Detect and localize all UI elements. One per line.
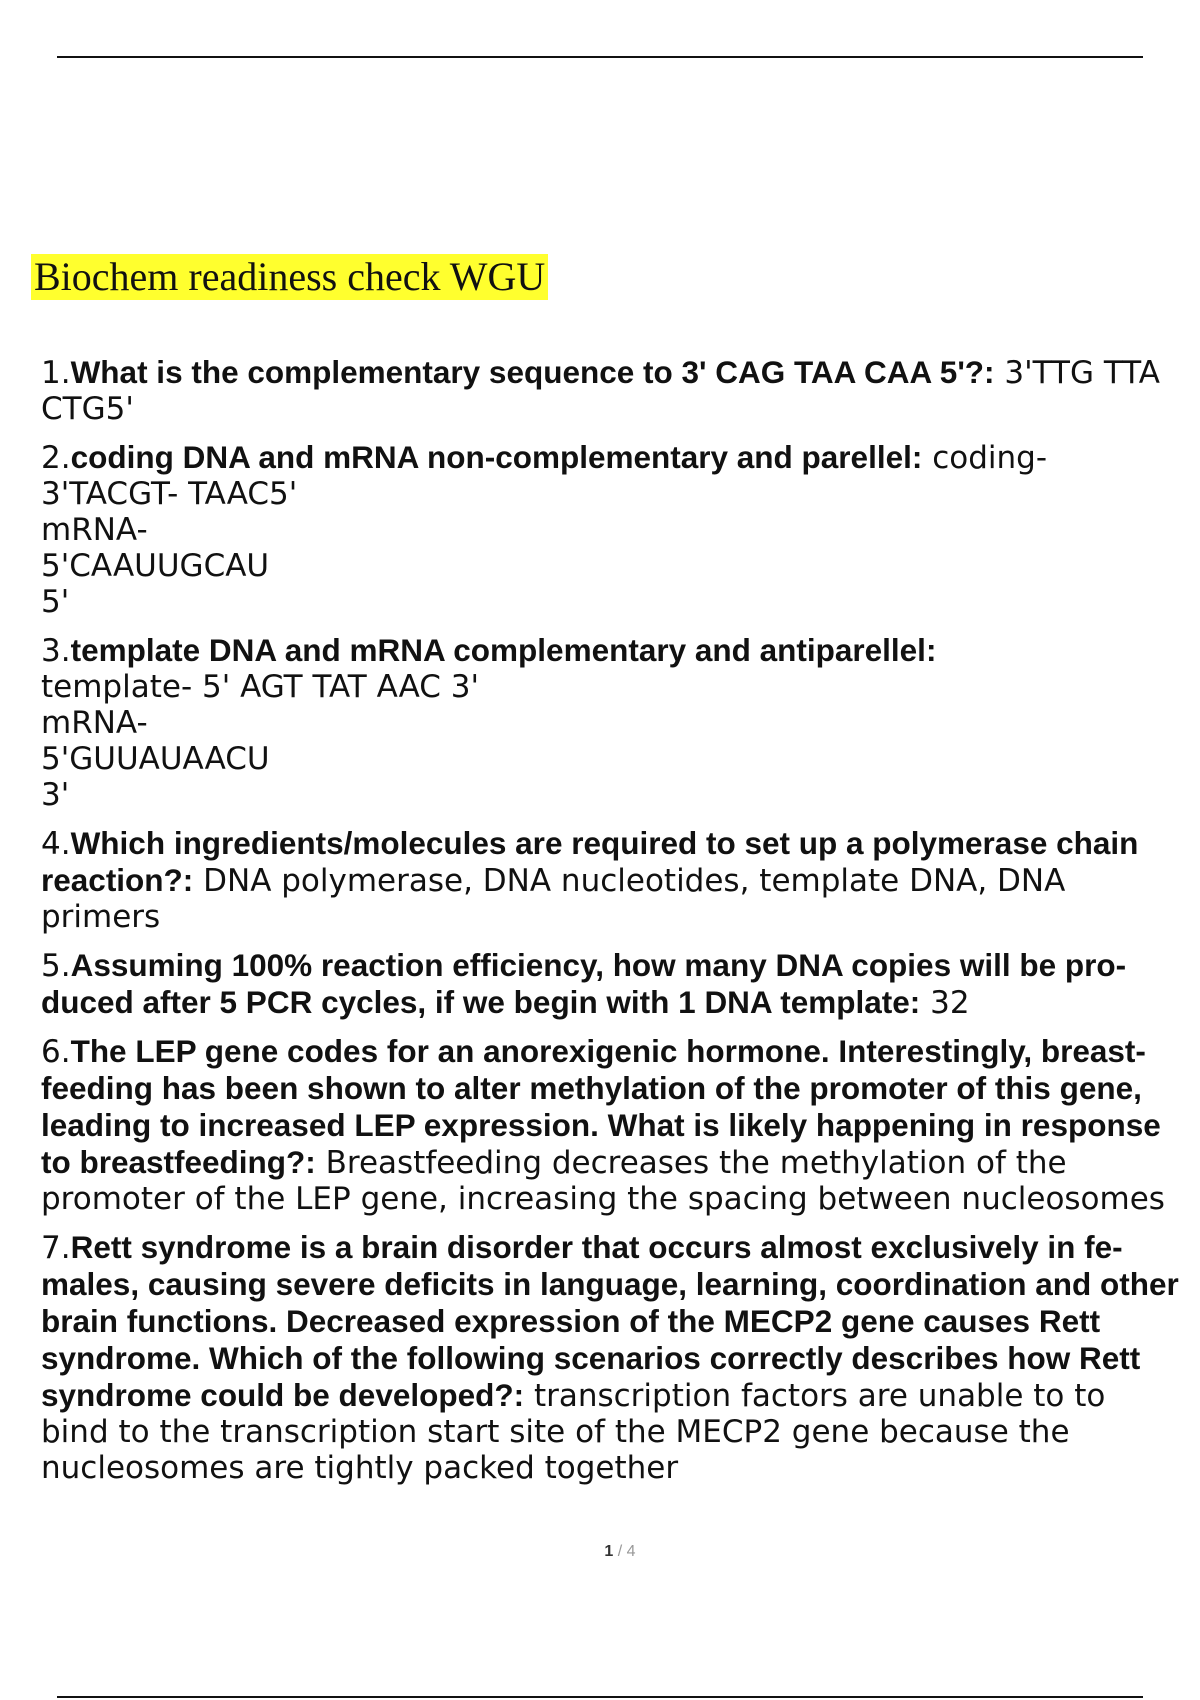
question-list	[41, 354, 1181, 1498]
answer-line: 5'	[41, 584, 70, 620]
answer-line: mRNA-	[41, 512, 148, 548]
qa-item-5	[41, 947, 1181, 1021]
qa-item-3	[41, 632, 1181, 813]
question-text: Rett syndrome is a brain disorder that occurs almost exclusively in fe- males, causing severe deficits in language, learning, coordination and other brain functions. Decreased expression of the MECP2 gene causes Rett syndrome. Which of the following scenarios correctly describes how Rett syndrome could be developed?:	[41, 1229, 1179, 1413]
qa-item-1	[41, 354, 1181, 427]
answer-text: DNA polymerase, DNA nucleotides, template DNA, DNA primers	[41, 863, 1066, 935]
answer-line: template- 5' AGT TAT AAC 3'	[41, 669, 480, 705]
item-number: 3.	[41, 633, 71, 669]
item-number: 5.	[41, 948, 71, 984]
item-number: 4.	[41, 826, 71, 862]
item-number: 6.	[41, 1034, 71, 1070]
page-current: 1	[604, 1543, 614, 1560]
question-text: What is the complementary sequence to 3' CAG TAA CAA 5'?:	[70, 354, 995, 390]
answer-line: 5'CAAUUGCAU	[41, 548, 270, 584]
answer-line: 3'	[41, 777, 70, 813]
page-indicator	[0, 1543, 1200, 1561]
question-text: Assuming 100% reaction efficiency, how many DNA copies will be pro- duced after 5 PCR cycles, if we begin with 1 DNA template:	[41, 947, 1127, 1020]
question-text: The LEP gene codes for an anorexigenic hormone. Interestingly, breast- feeding has been shown to alter methylation of the promoter of this gene, leading to increased LEP expression. What is likely happening in response to breastfeeding?:	[41, 1033, 1161, 1180]
item-number: 2.	[41, 440, 71, 476]
qa-item-7	[41, 1229, 1181, 1486]
answer-text: transcription factors are unable to to bind to the transcription start site of the MECP2 gene because the nucleosomes are tightly packed together	[41, 1378, 1106, 1486]
answer-line: mRNA-	[41, 705, 148, 741]
item-number: 7.	[41, 1230, 71, 1266]
question-text: coding DNA and mRNA non-complementary and parellel:	[70, 439, 923, 475]
top-rule	[57, 56, 1143, 58]
item-number: 1.	[41, 355, 71, 391]
question-text: Which ingredients/molecules are required to set up a polymerase chain reaction?:	[41, 825, 1139, 898]
page-total: 4	[626, 1543, 636, 1560]
answer-line: 5'GUUAUAACU	[41, 741, 270, 777]
qa-item-6	[41, 1033, 1181, 1217]
bottom-rule	[57, 1696, 1143, 1698]
question-text: template DNA and mRNA complementary and antiparellel:	[70, 632, 937, 668]
answer-text: Breastfeeding decreases the methylation of the promoter of the LEP gene, increasing the spacing between nucleosomes	[41, 1145, 1165, 1217]
answer-text: 3'TTG TTA CTG5'	[41, 355, 1160, 427]
page-separator: /	[613, 1543, 627, 1560]
answer-text: 32	[920, 985, 970, 1021]
answer-text: coding- 3'TACGT- TAAC5'	[41, 440, 1048, 512]
qa-item-4	[41, 825, 1181, 935]
qa-item-2	[41, 439, 1181, 620]
document-title: Biochem readiness check WGU	[31, 254, 548, 300]
